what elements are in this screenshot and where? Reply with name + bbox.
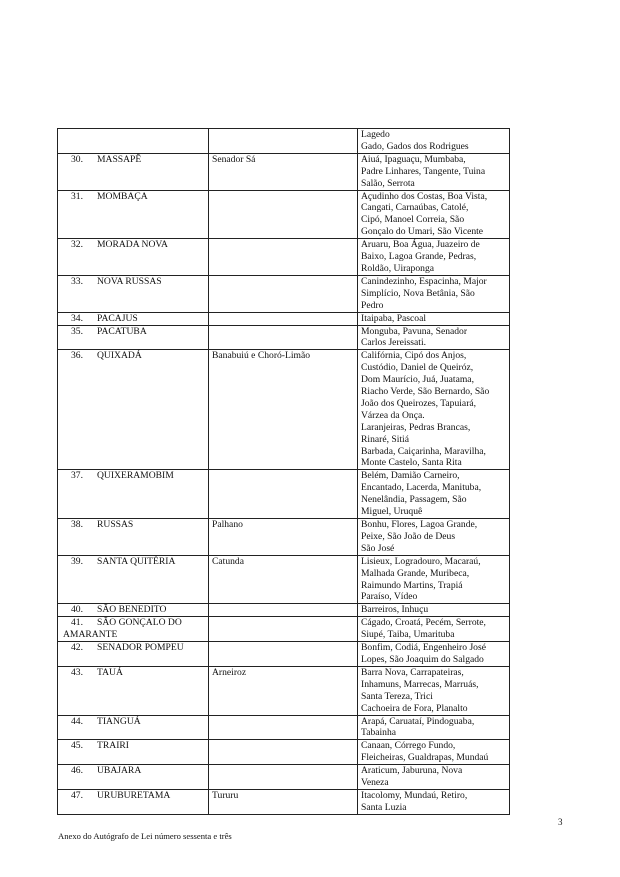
district-line: Raimundo Martins, Trapiá [361,579,463,591]
district-line: Santa Luzia [361,801,407,813]
district-line: Veneza [361,777,389,789]
municipality-cell [58,519,209,556]
district-line: Encantado, Lacerda, Manituba, [361,482,482,494]
district-line: Laranjeiras, Pedras Brancas, [361,421,471,433]
table-row [58,666,510,715]
row-number: 38. [71,519,83,530]
municipality-name: QUIXERAMOBIM [97,470,174,482]
district-line: Roldão, Uiraponga [361,262,435,274]
table-row [58,617,510,642]
related-municipality-cell [209,470,358,519]
row-number: 42. [71,642,83,654]
district-line: Cágado, Croatá, Pecém, Serrote, [361,617,486,629]
district-line: Araticum, Jaburuna, Nova [361,765,463,777]
municipality-cell [58,555,209,604]
row-number: 36. [71,350,83,362]
municipality-name: SENADOR POMPEU [97,642,184,654]
municipality-name: PACAJUS [97,312,138,324]
district-line: Simplício, Nova Betânia, São [361,287,475,299]
district-line: Califórnia, Cipó dos Anjos, [361,350,467,362]
district-line: Paraíso, Vídeo [361,591,418,603]
table-row [58,350,510,470]
district-line: Cachoeira de Fora, Planalto [361,702,468,714]
municipality-cell [58,740,209,765]
row-number: 46. [71,765,83,777]
row-number: 32. [71,239,83,251]
district-line: Itacolomy, Mundaú, Retiro, [361,789,468,801]
districts-cell [358,312,510,325]
table-body [58,129,510,815]
related-municipality-cell [209,239,358,276]
footer-note: Anexo do Autógrafo de Lei número sessenta e três [58,831,232,841]
related-municipality-cell [209,617,358,642]
row-number: 45. [71,740,83,752]
district-line: Lisieux, Logradouro, Macaraú, [361,555,481,567]
municipality-name: SÃO BENEDITO [97,604,167,616]
table-row [58,153,510,190]
municipality-cell [58,153,209,190]
related-municipality-cell: Tururu [209,789,358,814]
municipality-cell [58,715,209,740]
municipality-name: QUIXADÁ [97,350,142,362]
municipality-cell [58,239,209,276]
table-row [58,604,510,617]
district-line: Pedro [361,299,384,311]
districts-cell [358,666,510,715]
district-line: Tabainha [361,727,397,739]
district-line: Custódio, Daniel de Queiróz, [361,362,474,374]
districts-cell [358,715,510,740]
table-row [58,765,510,790]
district-line: Carlos Jereissati. [361,337,427,349]
municipality-name: PACATUBA [97,325,147,337]
district-line: Lopes, São Joaquim do Salgado [361,653,484,665]
municipality-cell [58,129,209,154]
districts-cell [358,190,510,239]
municipality-name: SANTA QUITÉRIA [97,555,176,567]
related-municipality-cell [209,765,358,790]
district-line: Várzea da Onça. [361,409,425,421]
district-line: Santa Tereza, Trici [361,690,433,702]
row-number: 34. [71,312,83,324]
related-municipality-cell [209,325,358,350]
municipality-cell [58,604,209,617]
row-number: 47. [71,789,83,801]
district-line: Monguba, Pavuna, Senador [361,325,468,337]
municipality-name: MORADA NOVA [97,239,168,251]
row-number: 40. [71,604,83,616]
municipality-cell [58,617,209,642]
municipality-name: TIANGUÁ [97,715,141,727]
district-line: Riacho Verde, São Bernardo, São [361,386,490,398]
district-line: João dos Queirozes, Tapuiará, [361,397,477,409]
related-municipality-cell: Catunda [209,555,358,604]
related-municipality-cell: Banabuiú e Choró-Limão [209,350,358,470]
district-line: Bonfim, Codiá, Engenheiro José [361,642,486,654]
related-municipality-cell: Palhano [209,519,358,556]
related-municipality-cell: Arneiroz [209,666,358,715]
municipality-name: TRAIRI [97,740,129,752]
row-number: 39. [71,555,83,567]
municipality-cell [58,350,209,470]
district-line: Bonhu, Flores, Lagoa Grande, [361,519,478,530]
municipality-cell [58,789,209,814]
district-line: Inhamuns, Marrecas, Marruás, [361,678,479,690]
districts-cell [358,765,510,790]
table-row [58,715,510,740]
district-line: Siupé, Taiba, Umarituba [361,629,455,641]
table-row [58,275,510,312]
row-number: 44. [71,715,83,727]
districts-cell [358,470,510,519]
related-municipality-cell: Senador Sá [209,153,358,190]
row-number: 41. [71,617,83,629]
district-line: Monte Castelo, Santa Rita [361,457,462,469]
row-number: 35. [71,325,83,337]
district-line: Belém, Damião Carneiro, [361,470,460,482]
district-line: Cangati, Carnaúbas, Catolé, [361,202,469,214]
related-municipality-cell [209,604,358,617]
districts-cell [358,350,510,470]
page-number: 3 [558,817,563,827]
district-line: Itaipaba, Pascoal [361,312,426,324]
municipality-cell [58,190,209,239]
district-line: Peixe, São João de Deus [361,530,456,542]
district-line: Padre Linhares, Tangente, Tuina [361,165,486,177]
related-municipality-cell [209,275,358,312]
municipality-name-continued: AMARANTE [63,629,118,641]
related-municipality-cell [209,312,358,325]
municipality-cell [58,642,209,667]
related-municipality-cell [209,642,358,667]
row-number: 37. [71,470,83,482]
row-number: 30. [71,153,83,165]
municipality-name: MOMBAÇA [97,190,148,202]
district-line: Arapá, Caruataí, Pindoguaba, [361,715,475,727]
related-municipality-cell [209,129,358,154]
districts-cell [358,153,510,190]
district-line: Dom Maurício, Juá, Juatama, [361,374,474,386]
municipality-name: URUBURETAMA [97,789,171,801]
districts-cell [358,604,510,617]
table-row [58,470,510,519]
districts-cell [358,325,510,350]
municipality-cell [58,325,209,350]
district-line: Cipó, Manoel Correia, São [361,214,465,226]
municipality-name: NOVA RUSSAS [97,275,162,287]
district-line: Gado, Gados dos Rodrigues [361,140,469,152]
district-line: Aruaru, Boa Água, Juazeiro de [361,239,480,251]
district-line: São José [361,542,395,554]
district-line: Miguel, Uruquê [361,506,423,518]
table-row [58,519,510,556]
districts-cell [358,129,510,154]
districts-cell [358,789,510,814]
districts-cell [358,642,510,667]
municipality-cell [58,275,209,312]
municipality-name: RUSSAS [97,519,134,530]
municipality-cell [58,470,209,519]
municipality-name: UBAJARA [97,765,142,777]
municipality-table [57,128,510,815]
district-line: Barra Nova, Carrapateiras, [361,666,464,678]
table-row [58,312,510,325]
districts-cell [358,555,510,604]
district-line: Baixo, Lagoa Grande, Pedras, [361,251,477,263]
districts-cell [358,617,510,642]
district-line: Fleicheiras, Gualdrapas, Mundaú [361,752,489,764]
districts-cell [358,239,510,276]
districts-cell [358,740,510,765]
table-row [58,239,510,276]
row-number: 31. [71,190,83,202]
districts-cell [358,275,510,312]
municipality-cell [58,765,209,790]
district-line: Canindezinho, Espacinha, Major [361,275,487,287]
municipality-name: TAUÁ [97,666,123,678]
district-line: Canaan, Córrego Fundo, [361,740,456,752]
table-row [58,190,510,239]
municipality-name: MASSAPÊ [97,153,142,165]
district-line: Barreiros, Inhuçu [361,604,429,616]
related-municipality-cell [209,190,358,239]
districts-cell [358,519,510,556]
table-row [58,555,510,604]
table-row [58,740,510,765]
related-municipality-cell [209,715,358,740]
district-line: Rinaré, Sitiá [361,433,409,445]
table-row [58,642,510,667]
municipality-cell [58,666,209,715]
district-line: Barbada, Caiçarinha, Maravilha, [361,445,486,457]
district-line: Gonçalo do Umari, São Vicente [361,226,484,238]
district-line: Nenelândia, Passagem, São [361,494,467,506]
table-row [58,129,510,154]
district-line: Açudinho dos Costas, Boa Vista, [361,190,488,202]
row-number: 43. [71,666,83,678]
district-line: Salão, Serrota [361,177,415,189]
row-number: 33. [71,275,83,287]
table-row [58,789,510,814]
district-line: Aiuá, Ipaguaçu, Mumbaba, [361,153,466,165]
related-municipality-cell [209,740,358,765]
municipality-name: SÃO GONÇALO DO [97,617,182,629]
district-line: Lagedo [361,129,390,140]
district-line: Malhada Grande, Muribeca, [361,567,470,579]
table-row [58,325,510,350]
municipality-cell [58,312,209,325]
